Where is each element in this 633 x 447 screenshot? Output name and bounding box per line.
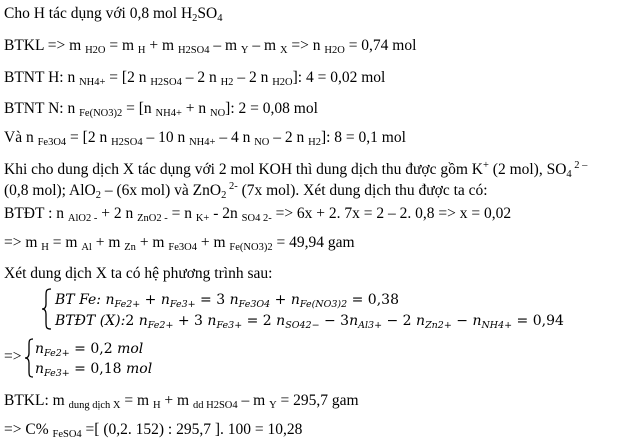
line-koh-1: Khi cho dung dịch X tác dụng với 2 mol KOH thì dung dịch thu được gồm K+ (2 mol), $SO_4$ $^{2 -}$: [4, 160, 588, 180]
result-fe3: nFe3+ = 0,18 mol: [35, 361, 153, 379]
line-fe3o4: Và n $_{Fe3O4}$ = [2 n $_{H2SO4}$ – 10 n $_{NH4+}$ – 4 n $_{NO}$ – 2 n $_{H2}$]: 8 = 0,1 mol: [4, 129, 406, 148]
line-btnt-h: BTNT H: n $_{NH4+}$ = [2 n $_{H2SO4}$ – 2 n $_{H2}$ – 2 n $_{H2O}$]: 4 = 0,02 mol: [4, 69, 386, 88]
result-fe2: nFe2+ = 0,2 mol: [35, 341, 144, 359]
line-btdt: BTĐT : n $_{AlO2 -}$ + 2 n $_{ZnO2 -}$ = n $_{K+}$ - 2n $_{SO4 2-}$ => 6x + 2. 7x = 2 – 2. 0,8 => x = 0,02: [4, 205, 512, 224]
line-btkl-solution: BTKL: m $_{dung dịch X}$ = m $_H$ + m $_{dd H2SO4}$ – m $_Y$ = 295,7 gam: [4, 392, 359, 411]
system-brace: [41, 288, 53, 330]
equation-btdt: BTĐT (X):2 nFe2+ + 3 nFe3+ = 2 nSO42− − 3nAl3+ − 2 nZn2+ − nNH4+ = 0,94: [55, 313, 564, 331]
result-arrow: =>: [4, 348, 22, 365]
result-brace: [24, 338, 35, 378]
line-mass-h: => m $_H$ = m $_{Al}$ + m $_{Zn}$ + m $_{Fe3O4}$ + m $_{Fe(NO3)2}$ = 49,94 gam: [4, 234, 355, 253]
line-btkl: BTKL => m $_{H2O}$ = m $_H$ + m $_{H2SO4}$ – m $_Y$ – m $_X$ => n $_{H2O}$ = 0,74 mol: [4, 37, 417, 56]
line-intro: Cho H tác dụng với 0,8 mol $H_2SO_4$: [4, 5, 223, 24]
line-btnt-n: BTNT N: n $_{Fe(NO3)2}$ = [n $_{NH4+}$ + n $_{NO}$]: 2 = 0,08 mol: [4, 100, 318, 119]
line-koh-2: (0,8 mol); AlO$_2$ – (6x mol) và ZnO$_2$ $^{2-}$ (7x mol). Xét dung dịch thu được ta có:: [4, 181, 488, 201]
equation-bt-fe: BT Fe: nFe2+ + nFe3+ = 3 nFe3O4 + nFe(NO3)2 = 0,38: [55, 292, 399, 310]
line-system-intro: Xét dung dịch X ta có hệ phương trình sau:: [4, 265, 273, 282]
line-concentration: => C% $_{FeSO4}$ =[ (0,2. 152) : 295,7 ]. 100 = 10,28: [4, 421, 303, 440]
